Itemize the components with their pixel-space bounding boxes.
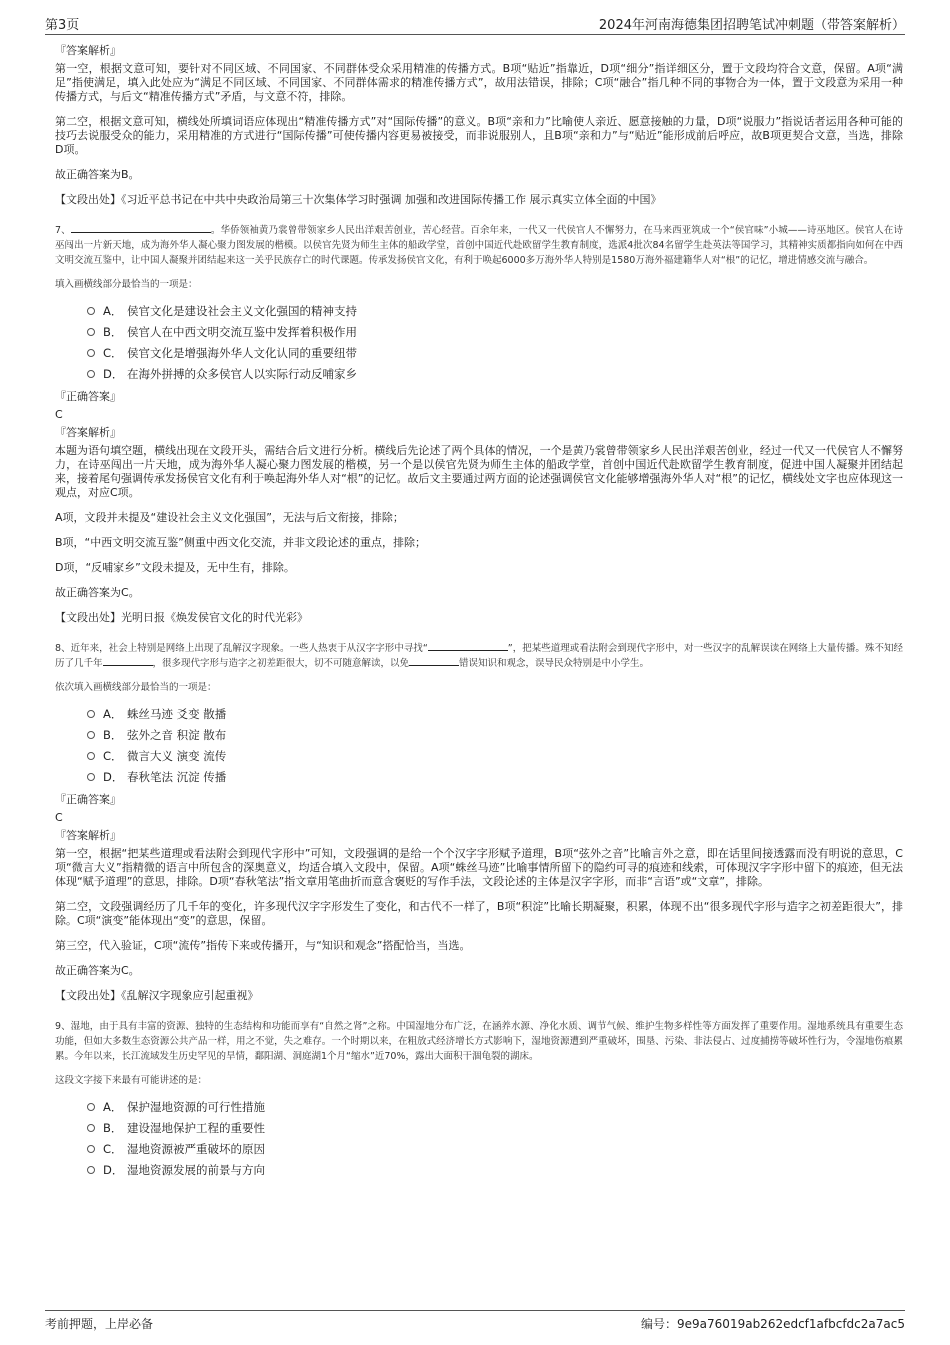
explanation-paragraph: A项，文段并未提及“建设社会主义文化强国”，无法与后文衔接，排除；: [55, 511, 404, 524]
radio-icon[interactable]: [87, 349, 95, 357]
explanation-paragraph: 第一空，根据“把某些道理或看法附会到现代字形中”可知，文段强调的是给一个个汉字字形赋予道理，B项“弦外之音”比喻言外之意，即在话里间接透露而没有明说的意思，C项“微言大义”指精微的语言中所包含的深奥意义，均适合填入文段中，保留。A项“蛛丝马迹”比喻事情所留下的隐约可寻的痕迹和线索，可体现汉字字形中留下的痕迹，但无法体现“赋予道理”的意思，排除。D项“春秋笔法”指文章用笔曲折而意含褒贬的写作手法，文段论述的主体是汉字字形，而非“言语”或“文章”，排除。: [55, 847, 903, 888]
radio-icon[interactable]: [87, 1166, 95, 1174]
fill-blank: [428, 641, 508, 651]
option-a[interactable]: A． 蛛丝马迹 爻变 散播: [87, 703, 903, 724]
document-title: 2024年河南海德集团招聘笔试冲刺题（带答案解析）: [598, 18, 905, 33]
question-body: 湿地，由于具有丰富的资源、独特的生态结构和功能而享有“自然之肾”之称。中国湿地分布广泛，在涵养水源、净化水质、调节气候、维护生物多样性等方面发挥了重要作用。湿地系统具有重要生态功能，但如大多数生态资源公共产品一样，用之不觉，失之难存。一个时期以来，在粗放式经济增长方式影响下，湿地资源遭到严重破坏，围垦、污染、非法侵占、过度捕捞等破坏性行为，令湿地伤痕累累。今年以来，长江流域发生历史罕见的旱情，鄱阳湖、洞庭湖1个月“缩水”近70%，露出大面积干涸龟裂的湖床。: [55, 1021, 903, 1062]
option-list: [87, 300, 903, 384]
explanation-paragraph: 第一空，根据文意可知，要针对不同区域、不同国家、不同群体受众采用精准的传播方式。B项“贴近”指靠近，D项“细分”指详细区分，置于文段均符合文意，保留。A项“满足”指使满足，填入此处应为“满足不同区域、不同国家、不同群体需求的精准传播方式”，故用法错误，排除；C项“融合”指几种不同的事物合为一体，置于文段意为采用一种传播方式，与后文“精准传播方式”矛盾，与文意不符，排除。: [55, 62, 903, 103]
explanation-tag: 『答案解析』: [55, 44, 121, 57]
question-prompt: 依次填入画横线部分最恰当的一项是：: [55, 682, 217, 693]
option-d[interactable]: D． 在海外拼搏的众多侯官人以实际行动反哺家乡: [87, 363, 903, 384]
answer-tag: 『正确答案』: [55, 793, 121, 806]
conclusion: 故正确答案为B。: [55, 168, 140, 181]
radio-icon[interactable]: [87, 1124, 95, 1132]
explanation-paragraph: 本题为语句填空题，横线出现在文段开头，需结合后文进行分析。横线后先论述了两个具体的情况，一个是黄乃裳曾带领家乡人民出洋艰苦创业，经过一代又一代侯官人不懈努力，在诗巫闯出一片天地，成为海外华人凝心聚力图发展的楷模，另一个是以侯官先贤为师生主体的船政学堂，首创中国近代赴欧留学生教育制度，促进中国人凝聚并团结起来，接着尾句强调传承发扬侯官文化有利于唤起海外华人对“根”的记忆。故后文主要通过两方面的论述强调侯官文化能够增强海外华人对“根”的记忆，横线处文字也应体现这一观点，对应C项。: [55, 444, 903, 499]
question-8: [55, 641, 903, 1003]
radio-icon[interactable]: [87, 752, 95, 760]
option-c[interactable]: C． 侯官文化是增强海外华人文化认同的重要纽带: [87, 342, 903, 363]
fill-blank: [103, 656, 153, 666]
explanation-paragraph: B项，“中西文明交流互鉴”侧重中西文化交流，并非文段论述的重点，排除；: [55, 536, 426, 549]
option-a[interactable]: A． 保护湿地资源的可行性措施: [87, 1096, 903, 1117]
document-id: 编号：9e9a76019ab262edcf1afbcfdc2a7ac5: [641, 1317, 905, 1331]
explanation-paragraph: 第二空，根据文意可知，横线处所填词语应体现出“精准传播方式”对“国际传播”的意义。B项“亲和力”比喻使人亲近、愿意接触的力量，D项“说服力”指说话者运用各种可能的技巧去说服受众的能力，采用精准的方式进行“国际传播”可使传播内容更易被接受，而非说服别人，且B项“亲和力”与“贴近”能形成前后呼应，故B项更契合文意，当选，排除D项。: [55, 115, 903, 156]
question-text: [55, 1019, 903, 1064]
option-list: [87, 1096, 903, 1180]
radio-icon[interactable]: [87, 1145, 95, 1153]
page-header: [45, 12, 905, 35]
footer-slogan: 考前押题，上岸必备: [45, 1317, 154, 1331]
option-b[interactable]: B． 弦外之音 积淀 散布: [87, 724, 903, 745]
question-6-explanation: [55, 44, 903, 207]
option-d[interactable]: D． 湿地资源发展的前景与方向: [87, 1159, 903, 1180]
question-text: 8、近年来，社会上特别是网络上出现了乱解汉字现象。一些人热衷于从汉字字形中寻找“ ”，把某些道理或看法附会到现代字形中，对一些汉字的乱解误读在网络上大量传播。殊不知经历了几千年 ，很多现代字形与造字之初差距很大，切不可随意解读，以免 错误知识和观念，误导民众特别是中小学生。: [55, 643, 903, 669]
question-7: [55, 223, 903, 625]
explanation-tag: 『答案解析』: [55, 426, 121, 439]
option-list: [87, 703, 903, 787]
radio-icon[interactable]: [87, 731, 95, 739]
radio-icon[interactable]: [87, 307, 95, 315]
radio-icon[interactable]: [87, 710, 95, 718]
fill-blank: [71, 223, 211, 233]
question-text: [55, 223, 903, 268]
option-b[interactable]: B． 建设湿地保护工程的重要性: [87, 1117, 903, 1138]
radio-icon[interactable]: [87, 1103, 95, 1111]
page-number: 第3页: [45, 18, 80, 33]
option-b[interactable]: B． 侯官人在中西文明交流互鉴中发挥着积极作用: [87, 321, 903, 342]
source-citation: 【文段出处】《习近平总书记在中共中央政治局第三十次集体学习时强调 加强和改进国际传播工作 展示真实立体全面的中国》: [55, 193, 662, 206]
option-a[interactable]: A． 侯官文化是建设社会主义文化强国的精神支持: [87, 300, 903, 321]
page-footer: [45, 1310, 905, 1331]
question-9: [55, 1019, 903, 1180]
option-c[interactable]: C． 湿地资源被严重破坏的原因: [87, 1138, 903, 1159]
question-prompt: 填入画横线部分最恰当的一项是：: [55, 279, 198, 290]
explanation-paragraph: D项，“反哺家乡”文段未提及，无中生有，排除。: [55, 561, 295, 574]
question-number: 7、: [55, 225, 71, 236]
explanation-paragraph: 第二空，文段强调经历了几千年的变化，许多现代汉字字形发生了变化，和古代不一样了，B项“积淀”比喻长期凝聚，积累，体现不出“很多现代字形与造字之初差距很大”，排除。C项“演变”能体现出“变”的意思，保留。: [55, 900, 903, 927]
option-c[interactable]: C． 微言大义 演变 流传: [87, 745, 903, 766]
question-body: 。华侨领袖黄乃裳曾带领家乡人民出洋艰苦创业，苦心经营。百余年来，一代又一代侯官人不懈努力，在马来西亚筑成一个“侯官味”小城——诗巫地区。侯官人在诗巫闯出一片新天地，成为海外华人凝心聚力图发展的楷模。以侯官先贤为师生主体的船政学堂，首创中国近代赴欧留学生教育制度，选派4批次84名留学生赴英法等国学习，其精神实质都指向如何在中西文明交流互鉴中，让中国人凝聚并团结起来这一关乎民族存亡的时代课题。传承发扬侯官文化，有利于唤起6000多万海外华人特别是1580万海外福建籍华人对“根”的记忆，增进情感交流与融合。: [55, 225, 903, 266]
conclusion: 故正确答案为C。: [55, 964, 140, 977]
fill-blank: [409, 656, 459, 666]
page-content: [55, 44, 903, 1186]
radio-icon[interactable]: [87, 370, 95, 378]
question-prompt: 这段文字接下来最有可能讲述的是：: [55, 1075, 208, 1086]
answer-tag: 『正确答案』: [55, 390, 121, 403]
source-citation: 【文段出处】《乱解汉字现象应引起重视》: [55, 989, 259, 1002]
conclusion: 故正确答案为C。: [55, 586, 140, 599]
radio-icon[interactable]: [87, 773, 95, 781]
correct-answer: C: [55, 811, 63, 824]
question-number: 9、: [55, 1021, 71, 1032]
explanation-paragraph: 第三空，代入验证，C项“流传”指传下来或传播开，与“知识和观念”搭配恰当，当选。: [55, 939, 471, 952]
source-citation: 【文段出处】光明日报《焕发侯官文化的时代光彩》: [55, 611, 308, 624]
option-d[interactable]: D． 春秋笔法 沉淀 传播: [87, 766, 903, 787]
correct-answer: C: [55, 408, 63, 421]
radio-icon[interactable]: [87, 328, 95, 336]
explanation-tag: 『答案解析』: [55, 829, 121, 842]
question-number: 8、: [55, 643, 71, 654]
